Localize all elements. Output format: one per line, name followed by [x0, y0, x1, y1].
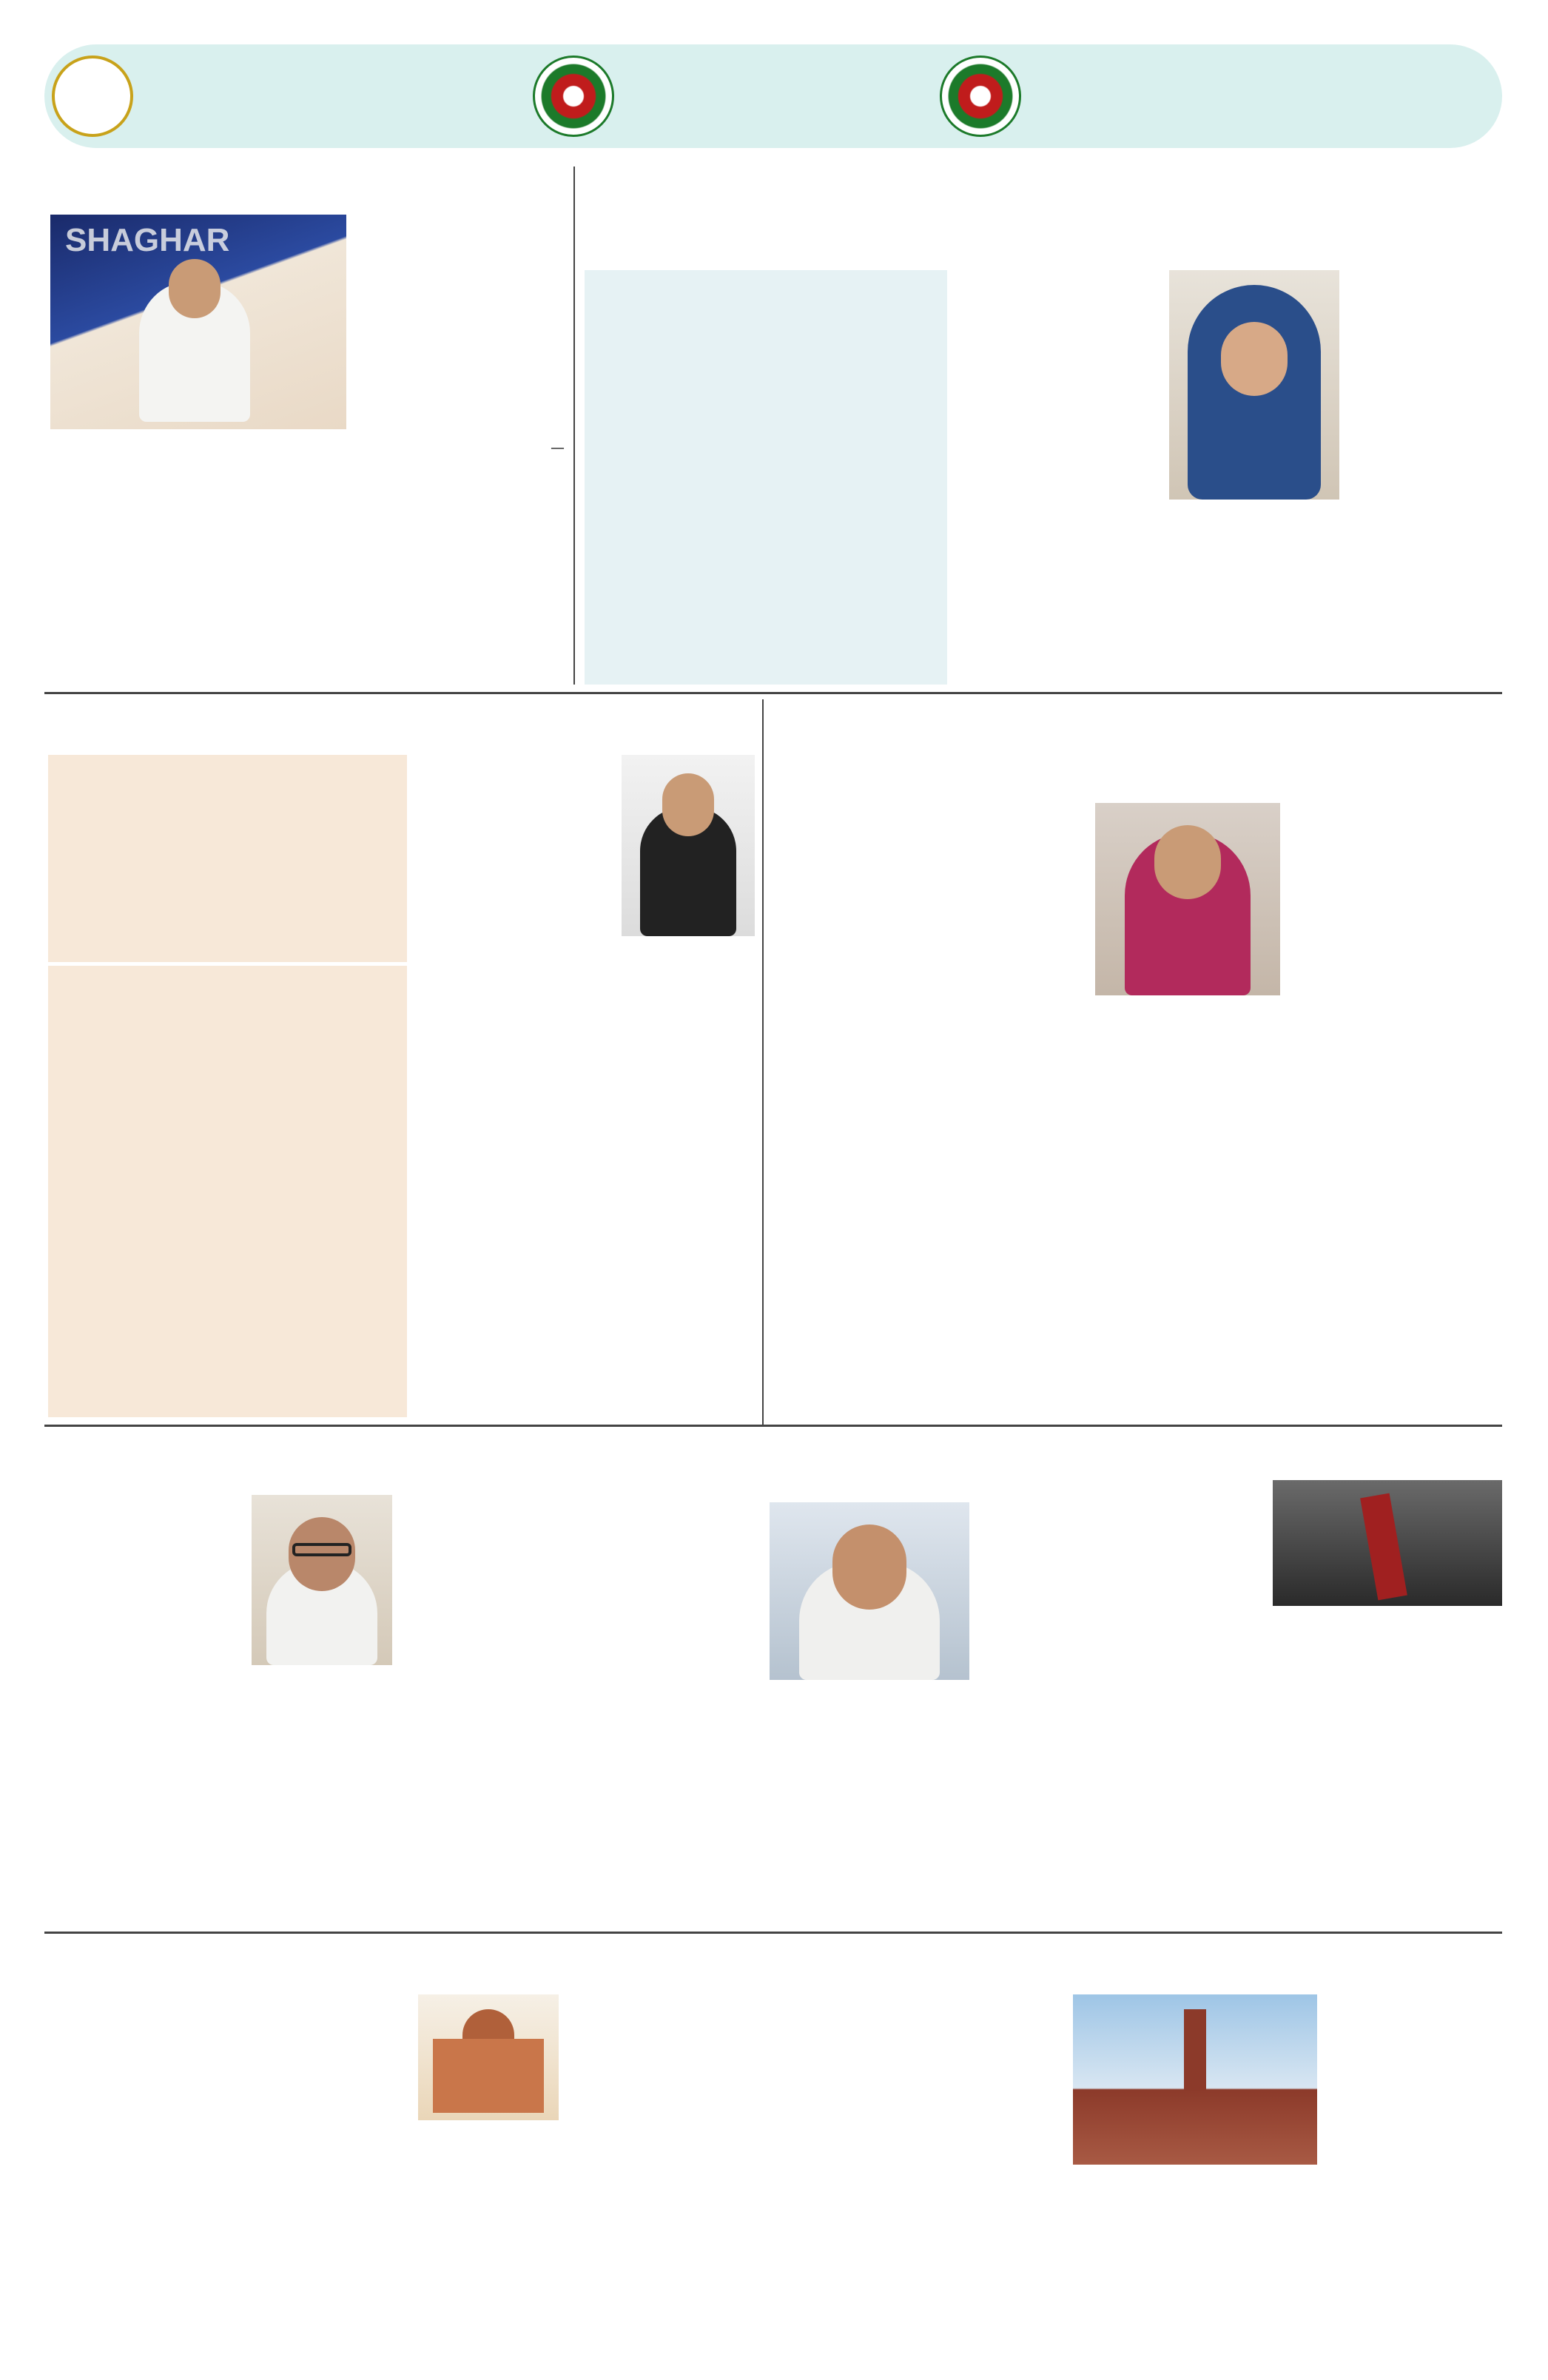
- mamata-body-top: [354, 215, 565, 429]
- raut-body-col1: [400, 1495, 592, 1924]
- gadkari-body-col1: [977, 1502, 1147, 1924]
- sanjay-raut-photo: [252, 1495, 392, 1665]
- horizontal-rule: [44, 1425, 1502, 1427]
- dyfi-story: [585, 270, 947, 685]
- karnataka-subhead-box: [770, 762, 1502, 799]
- lead-body-col1: [1347, 270, 1502, 685]
- gadkari-body-col2: [599, 1502, 762, 1924]
- page-number: [52, 56, 133, 137]
- mehbooba-photo: [1169, 270, 1339, 500]
- kharif-story: [48, 755, 407, 962]
- accident-headline-box: [48, 1939, 207, 1991]
- stock-exchange-photo: [1273, 1480, 1502, 1606]
- gangster-headline-box: [215, 1939, 762, 1991]
- column-divider: [573, 167, 575, 685]
- supriya-photo: [1095, 803, 1280, 995]
- gadkari-headline-box: [599, 1432, 1147, 1499]
- karnataka-headline-box: [770, 699, 1502, 759]
- lead-body-col3: [955, 270, 1162, 685]
- raut-body-col2: [48, 1495, 244, 1924]
- raut-headline-box: [48, 1432, 592, 1491]
- horizontal-rule: [44, 1932, 1502, 1934]
- lead-body-col2: [1169, 503, 1339, 685]
- municipal-headline-box: [770, 1939, 1502, 1991]
- gangster-body-col2: [215, 1994, 411, 2342]
- emblem-left-icon: [533, 56, 614, 137]
- sensex-headline-box: [1154, 1432, 1502, 1476]
- gadkari-photo: [770, 1502, 969, 1680]
- lead-headline-box: [585, 167, 1502, 226]
- karnataka-body-col1: [1288, 803, 1502, 1417]
- supreme-court-photo: [418, 1994, 559, 2120]
- msp2-story: [48, 966, 407, 1417]
- municipal-body-col1: [1325, 1994, 1502, 2342]
- surjewala-photo: [622, 755, 755, 936]
- sensex-body-col2: [1273, 1613, 1502, 1924]
- karnataka-body-col2: [770, 803, 1088, 1417]
- horizontal-rule: [44, 692, 1502, 694]
- mamata-body-bottom: —: [551, 440, 565, 456]
- msp-body-col2: [622, 944, 755, 1417]
- mamata-photo: SHAGHAR: [50, 215, 346, 429]
- emblem-right-icon: [940, 56, 1021, 137]
- mamata-headline-box: [48, 167, 566, 211]
- lead-subhead-box: [585, 229, 1502, 266]
- newspaper-logo: [148, 52, 326, 141]
- msp-body-col1: [414, 755, 614, 1417]
- msp-headline-box: [48, 699, 755, 751]
- column-divider: [762, 699, 764, 1425]
- sensex-body-col1: [1154, 1480, 1269, 1924]
- calcutta-high-court-photo: [1073, 1994, 1317, 2165]
- gangster-body-col1: [566, 1994, 762, 2342]
- municipal-body-col2: [770, 1994, 1066, 2342]
- accident-body: [48, 1994, 207, 2342]
